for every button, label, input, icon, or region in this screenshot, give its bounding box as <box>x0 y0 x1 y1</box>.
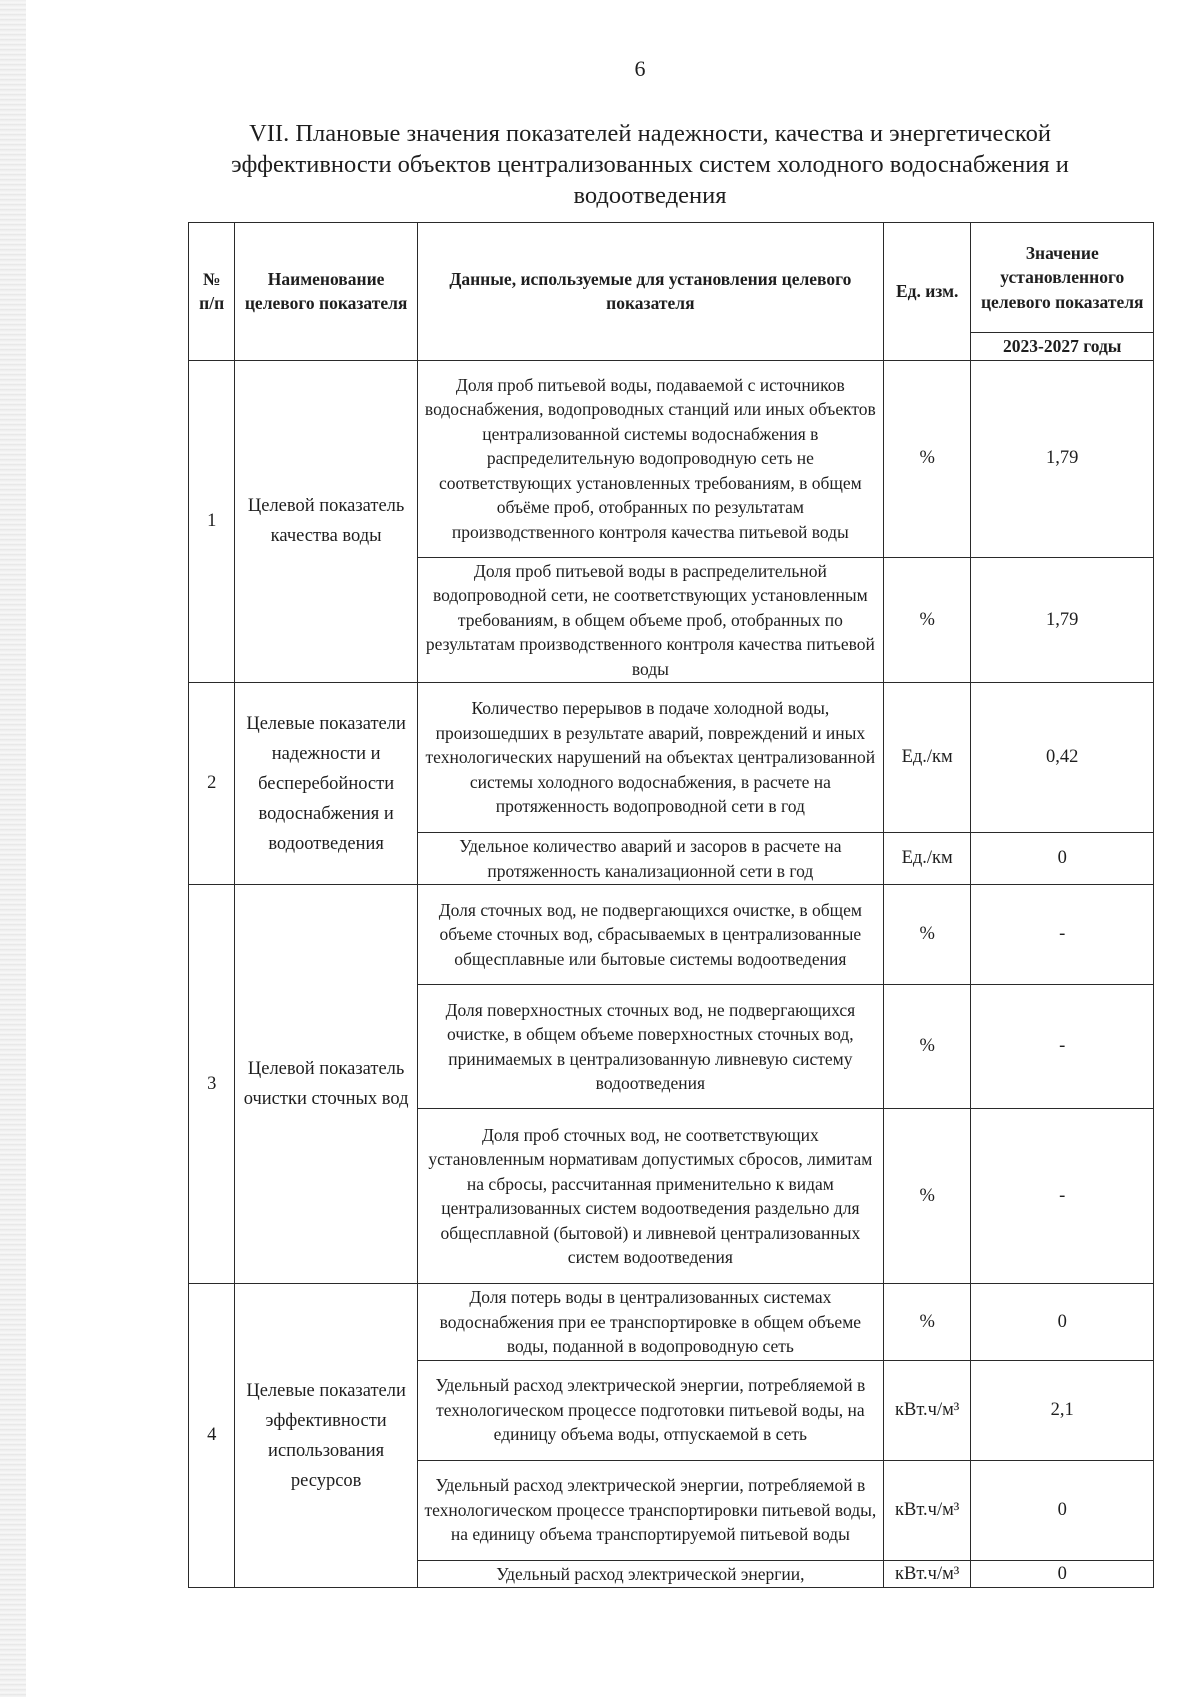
group-num: 4 <box>189 1284 235 1588</box>
row-unit: % <box>883 360 971 557</box>
scan-edge-artifact <box>0 0 26 1697</box>
row-data: Доля потерь воды в централизованных системах водоснабжения при ее транспортировке в общем объеме воды, поданной в водопроводную сеть <box>417 1284 883 1361</box>
group-name: Целевые показатели эффективности использования ресурсов <box>235 1284 417 1588</box>
header-num: № п/п <box>189 223 235 361</box>
group-name: Целевой показатель очистки сточных вод <box>235 885 417 1284</box>
row-value: - <box>971 985 1154 1109</box>
row-value: - <box>971 1109 1154 1284</box>
row-value: - <box>971 885 1154 985</box>
header-period: 2023-2027 годы <box>971 333 1154 361</box>
table-row <box>189 1284 1154 1361</box>
header-name: Наименование целевого показателя <box>235 223 417 361</box>
header-value: Значение установленного целевого показателя <box>971 223 1154 333</box>
row-value: 0 <box>971 1560 1154 1588</box>
group-name: Целевые показатели надежности и бесперебойности водоснабжения и водоотведения <box>235 683 417 885</box>
row-unit: % <box>883 557 971 683</box>
row-data: Доля поверхностных сточных вод, не подвергающихся очистке, в общем объеме поверхностных сточных вод, принимаемых в централизованную ливневую систему водоотведения <box>417 985 883 1109</box>
table-row <box>189 360 1154 557</box>
row-unit: % <box>883 1109 971 1284</box>
row-data: Удельный расход электрической энергии, потребляемой в технологическом процессе подготовки питьевой воды, на единицу объема воды, отпускаемой в сеть <box>417 1360 883 1460</box>
row-value: 2,1 <box>971 1360 1154 1460</box>
row-unit: % <box>883 985 971 1109</box>
row-value: 0,42 <box>971 683 1154 833</box>
row-value: 0 <box>971 1284 1154 1361</box>
page-number: 6 <box>634 56 646 81</box>
title-line-1: VII. Плановые значения показателей надежности, качества и энергетической <box>249 120 1051 147</box>
title-line-2: эффективности объектов централизованных систем холодного водоснабжения и <box>231 151 1069 178</box>
row-unit: кВт.ч/м³ <box>883 1360 971 1460</box>
row-value: 1,79 <box>971 360 1154 557</box>
row-unit: % <box>883 885 971 985</box>
row-data: Количество перерывов в подаче холодной воды, произошедших в результате аварий, повреждений и иных технологических нарушений на объектах централизованной системы холодного водоснабжения, в расчете на протяженность водопроводной сети в год <box>417 683 883 833</box>
row-data: Удельный расход электрической энергии, потребляемой в технологическом процессе транспортировки питьевой воды, на единицу объема транспортируемой питьевой воды <box>417 1460 883 1560</box>
group-name: Целевой показатель качества воды <box>235 360 417 683</box>
indicators-table <box>188 222 1154 1588</box>
row-unit: кВт.ч/м³ <box>883 1460 971 1560</box>
row-unit: Ед./км <box>883 683 971 833</box>
row-data: Доля проб питьевой воды в распределительной водопроводной сети, не соответствующих установленным требованиям, в общем объеме проб, отобранных по результатам производственного контроля качества питьевой воды <box>417 557 883 683</box>
row-value: 0 <box>971 833 1154 885</box>
row-data: Удельное количество аварий и засоров в расчете на протяженность канализационной сети в год <box>417 833 883 885</box>
header-data: Данные, используемые для установления целевого показателя <box>417 223 883 361</box>
section-title <box>170 118 1130 211</box>
header-unit: Ед. изм. <box>883 223 971 361</box>
table-row <box>189 683 1154 833</box>
row-data: Удельный расход электрической энергии, <box>417 1560 883 1588</box>
row-value: 1,79 <box>971 557 1154 683</box>
group-num: 1 <box>189 360 235 683</box>
row-unit: % <box>883 1284 971 1361</box>
row-unit: кВт.ч/м³ <box>883 1560 971 1588</box>
title-line-3: водоотведения <box>573 182 727 209</box>
row-value: 0 <box>971 1460 1154 1560</box>
row-data: Доля сточных вод, не подвергающихся очистке, в общем объеме сточных вод, сбрасываемых в централизованные общесплавные или бытовые системы водоотведения <box>417 885 883 985</box>
group-num: 2 <box>189 683 235 885</box>
group-num: 3 <box>189 885 235 1284</box>
row-unit: Ед./км <box>883 833 971 885</box>
row-data: Доля проб питьевой воды, подаваемой с источников водоснабжения, водопроводных станций или иных объектов централизованной системы водоснабжения в распределительную водопроводную сеть не соответствующих установленных требованиям, в общем объёме проб, отобранных по результатам производственного контроля качества питьевой воды <box>417 360 883 557</box>
row-data: Доля проб сточных вод, не соответствующих установленным нормативам допустимых сбросов, лимитам на сбросы, рассчитанная применительно к видам централизованных систем водоотведения раздельно для общесплавной (бытовой) и ливневой централизованных систем водоотведения <box>417 1109 883 1284</box>
table-row <box>189 885 1154 985</box>
